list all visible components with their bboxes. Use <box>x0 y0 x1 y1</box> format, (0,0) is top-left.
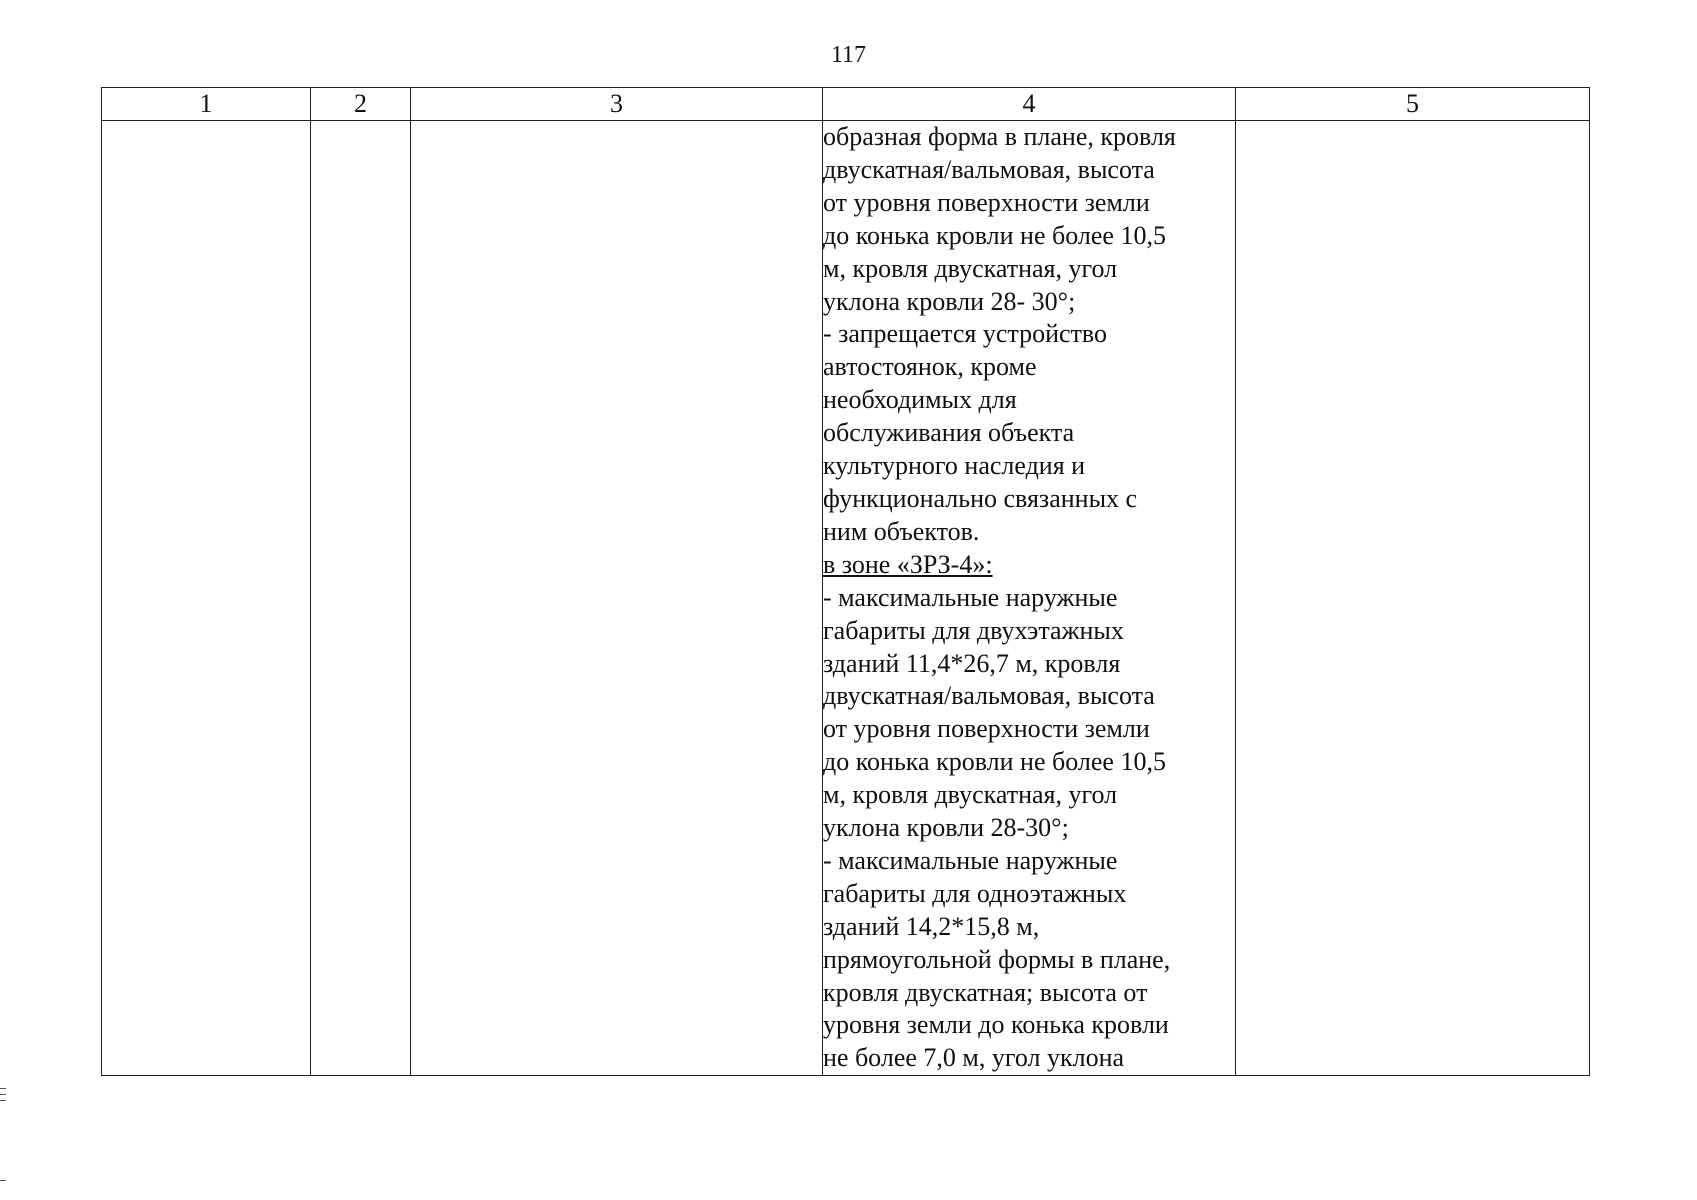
text-line: уровня земли до конька кровли <box>823 1010 1169 1040</box>
text-line: культурного наследия и <box>823 451 1086 481</box>
text-line: от уровня поверхности земли <box>823 187 1150 217</box>
cell-column-3 <box>411 121 823 1076</box>
document-table <box>101 87 1590 1076</box>
text-line: не более 7,0 м, угол уклона <box>823 1043 1125 1073</box>
text-line: двускатная/вальмовая, высота <box>823 154 1155 184</box>
text-line: зданий 14,2*15,8 м, <box>823 911 1040 941</box>
text-line: образная форма в плане, кровля <box>823 122 1176 151</box>
text-line: кровля двускатная; высота от <box>823 977 1148 1007</box>
text-line: до конька кровли не более 10,5 <box>823 747 1166 777</box>
text-line: уклона кровли 28- 30°; <box>823 286 1076 316</box>
text-line: от уровня поверхности земли <box>823 714 1150 744</box>
zone-heading: в зоне «ЗРЗ-4»: <box>823 549 993 579</box>
text-line: - максимальные наружные <box>823 845 1118 875</box>
text-line: обслуживания объекта <box>823 418 1075 448</box>
table-header-row <box>102 88 1590 121</box>
text-line: до конька кровли не более 10,5 <box>823 220 1166 250</box>
scan-edge-mark <box>0 1094 6 1095</box>
text-line: функционально связанных с <box>823 483 1138 513</box>
text-line: - запрещается устройство <box>823 319 1107 349</box>
column-header-3: 3 <box>411 88 823 121</box>
cell-column-2 <box>311 121 411 1076</box>
text-line: уклона кровли 28-30°; <box>823 813 1069 843</box>
text-line: двускатная/вальмовая, высота <box>823 681 1155 711</box>
scan-edge-mark <box>0 1100 6 1101</box>
text-line: необходимых для <box>823 385 1017 415</box>
page-number: 117 <box>830 42 867 68</box>
scan-edge-mark <box>0 1088 6 1089</box>
text-line: м, кровля двускатная, угол <box>823 780 1118 810</box>
column-header-2: 2 <box>311 88 411 121</box>
text-line: автостоянок, кроме <box>823 352 1037 382</box>
text-line: - максимальные наружные <box>823 582 1118 612</box>
cell-column-5 <box>1236 121 1590 1076</box>
column-header-1: 1 <box>102 88 311 121</box>
cell-column-1 <box>102 121 311 1076</box>
text-line: прямоугольной формы в плане, <box>823 944 1171 974</box>
scan-edge-mark <box>0 1180 6 1181</box>
cell-column-4 <box>823 121 1236 1076</box>
column-header-4: 4 <box>823 88 1236 121</box>
column-header-5: 5 <box>1236 88 1590 121</box>
table-row <box>102 121 1590 1076</box>
text-line: м, кровля двускатная, угол <box>823 253 1118 283</box>
text-line: габариты для двухэтажных <box>823 615 1124 645</box>
text-line: ним объектов. <box>823 516 980 546</box>
text-line: зданий 11,4*26,7 м, кровля <box>823 648 1121 678</box>
text-line: габариты для одноэтажных <box>823 878 1127 908</box>
